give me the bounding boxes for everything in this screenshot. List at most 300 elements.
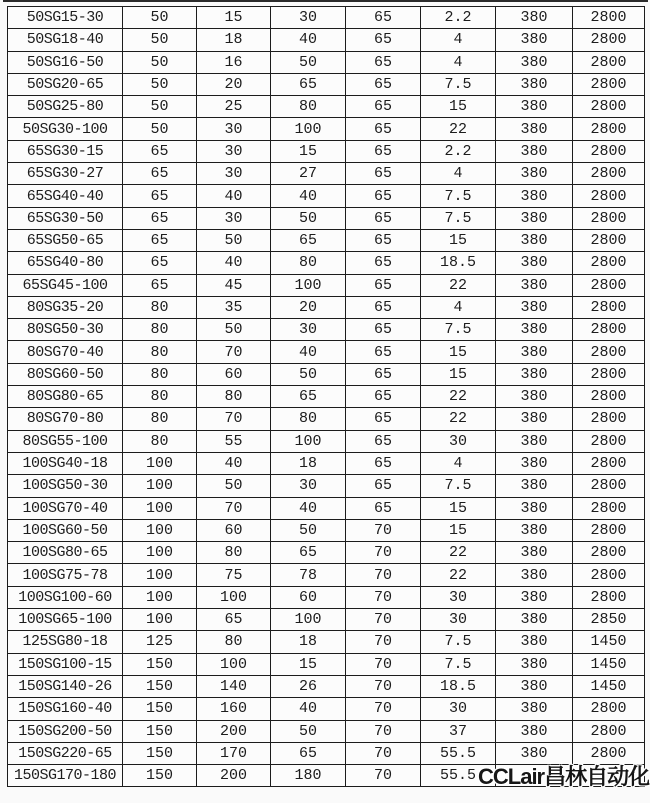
table-cell: 70 — [346, 653, 421, 675]
table-cell: 70 — [346, 720, 421, 742]
table-cell: 65 — [346, 252, 421, 274]
table-cell: 50 — [123, 73, 197, 95]
table-cell: 30 — [197, 163, 271, 185]
table-cell: 65 — [346, 229, 421, 251]
table-row — [8, 564, 645, 586]
table-cell-model: 100SG80-65 — [8, 542, 123, 564]
table-cell-model: 100SG50-30 — [8, 475, 123, 497]
table-cell: 4 — [421, 452, 496, 474]
table-row — [8, 163, 645, 185]
table-cell: 2800 — [573, 229, 645, 251]
table-cell: 65 — [346, 475, 421, 497]
table-cell: 4 — [421, 29, 496, 51]
table-cell: 80 — [271, 96, 346, 118]
table-cell: 100 — [123, 609, 197, 631]
table-cell: 50 — [123, 96, 197, 118]
table-row — [8, 7, 645, 29]
table-cell-model: 50SG16-50 — [8, 51, 123, 73]
table-cell: 125 — [123, 631, 197, 653]
table-cell: 7.5 — [421, 319, 496, 341]
table-cell: 380 — [496, 586, 573, 608]
table-row — [8, 497, 645, 519]
table-cell: 2800 — [573, 341, 645, 363]
table-row — [8, 319, 645, 341]
table-cell: 2800 — [573, 29, 645, 51]
table-cell: 65 — [271, 386, 346, 408]
table-cell: 2800 — [573, 720, 645, 742]
table-cell: 30 — [421, 586, 496, 608]
table-cell-model: 100SG60-50 — [8, 519, 123, 541]
table-cell: 380 — [496, 452, 573, 474]
table-cell: 380 — [496, 7, 573, 29]
table-cell: 4 — [421, 51, 496, 73]
table-cell: 200 — [197, 720, 271, 742]
table-row — [8, 363, 645, 385]
table-cell-model: 50SG18-40 — [8, 29, 123, 51]
table-cell: 80 — [123, 386, 197, 408]
table-cell: 380 — [496, 631, 573, 653]
table-row — [8, 698, 645, 720]
table-cell: 100 — [197, 653, 271, 675]
table-cell: 80 — [123, 408, 197, 430]
table-cell: 78 — [271, 564, 346, 586]
table-cell: 380 — [496, 653, 573, 675]
table-cell: 22 — [421, 274, 496, 296]
table-cell: 70 — [197, 408, 271, 430]
table-cell: 22 — [421, 542, 496, 564]
table-cell: 30 — [271, 7, 346, 29]
table-cell: 60 — [271, 586, 346, 608]
table-cell: 70 — [346, 519, 421, 541]
table-cell: 50 — [197, 475, 271, 497]
table-cell: 2800 — [573, 296, 645, 318]
table-row — [8, 296, 645, 318]
table-cell: 70 — [346, 742, 421, 764]
table-cell-model: 65SG45-100 — [8, 274, 123, 296]
table-cell-model: 80SG55-100 — [8, 430, 123, 452]
table-cell: 75 — [197, 564, 271, 586]
table-cell: 22 — [421, 118, 496, 140]
table-cell: 80 — [123, 430, 197, 452]
table-cell: 380 — [496, 73, 573, 95]
table-cell: 25 — [197, 96, 271, 118]
table-cell: 380 — [496, 698, 573, 720]
table-cell: 70 — [346, 609, 421, 631]
table-row — [8, 185, 645, 207]
table-cell: 100 — [123, 564, 197, 586]
table-cell-model: 80SG50-30 — [8, 319, 123, 341]
table-cell: 2800 — [573, 363, 645, 385]
table-row — [8, 140, 645, 162]
table-cell: 50 — [271, 207, 346, 229]
table-cell-model: 80SG35-20 — [8, 296, 123, 318]
table-cell: 70 — [346, 564, 421, 586]
table-cell: 380 — [496, 408, 573, 430]
table-cell: 65 — [346, 363, 421, 385]
table-cell: 80 — [271, 408, 346, 430]
table-cell: 100 — [123, 497, 197, 519]
table-cell-model: 65SG50-65 — [8, 229, 123, 251]
table-cell: 2800 — [573, 430, 645, 452]
table-cell: 100 — [197, 586, 271, 608]
table-cell-model: 100SG65-100 — [8, 609, 123, 631]
table-cell: 2800 — [573, 586, 645, 608]
table-cell: 380 — [496, 609, 573, 631]
table-cell: 380 — [496, 296, 573, 318]
table-cell — [573, 765, 645, 787]
table-cell: 100 — [123, 586, 197, 608]
table-cell: 380 — [496, 229, 573, 251]
watermark-cjk-text: 昌林自动化 — [544, 765, 650, 790]
table-cell-model: 80SG70-40 — [8, 341, 123, 363]
table-row — [8, 408, 645, 430]
table-cell: 380 — [496, 430, 573, 452]
table-row — [8, 631, 645, 653]
table-cell: 65 — [123, 140, 197, 162]
table-cell: 65 — [271, 229, 346, 251]
table-cell: 65 — [346, 185, 421, 207]
table-row — [8, 653, 645, 675]
table-cell: 2800 — [573, 73, 645, 95]
table-cell: 65 — [123, 252, 197, 274]
table-cell: 27 — [271, 163, 346, 185]
table-cell: 380 — [496, 51, 573, 73]
table-row — [8, 386, 645, 408]
table-cell: 4 — [421, 163, 496, 185]
table-cell: 15 — [421, 363, 496, 385]
table-cell: 30 — [197, 207, 271, 229]
table-cell: 15 — [421, 519, 496, 541]
table-cell: 65 — [346, 497, 421, 519]
table-row — [8, 118, 645, 140]
table-cell: 50 — [271, 519, 346, 541]
table-cell-model: 50SG15-30 — [8, 7, 123, 29]
table-cell: 70 — [346, 765, 421, 787]
table-cell-model: 100SG40-18 — [8, 452, 123, 474]
table-cell: 2800 — [573, 319, 645, 341]
table-cell: 15 — [421, 229, 496, 251]
table-cell: 15 — [421, 96, 496, 118]
table-cell: 65 — [346, 408, 421, 430]
table-row — [8, 519, 645, 541]
table-cell: 380 — [496, 163, 573, 185]
table-cell: 70 — [346, 698, 421, 720]
table-cell: 50 — [123, 7, 197, 29]
table-cell: 40 — [197, 185, 271, 207]
table-cell: 2850 — [573, 609, 645, 631]
table-cell: 150 — [123, 698, 197, 720]
table-cell: 160 — [197, 698, 271, 720]
table-cell: 2800 — [573, 475, 645, 497]
table-cell: 65 — [346, 51, 421, 73]
table-cell: 80 — [123, 341, 197, 363]
table-cell: 65 — [123, 274, 197, 296]
table-cell: 2800 — [573, 408, 645, 430]
table-cell-model: 65SG30-27 — [8, 163, 123, 185]
table-cell: 1450 — [573, 675, 645, 697]
table-cell: 380 — [496, 742, 573, 764]
table-cell: 18 — [197, 29, 271, 51]
table-row — [8, 96, 645, 118]
table-cell: 50 — [197, 229, 271, 251]
table-cell: 65 — [346, 274, 421, 296]
table-cell: 380 — [496, 341, 573, 363]
table-cell-model: 80SG80-65 — [8, 386, 123, 408]
table-cell: 40 — [271, 698, 346, 720]
table-cell: 2800 — [573, 742, 645, 764]
table-cell: 380 — [496, 319, 573, 341]
table-cell: 40 — [197, 252, 271, 274]
table-cell-model: 65SG30-15 — [8, 140, 123, 162]
table-cell: 30 — [421, 698, 496, 720]
table-cell: 2800 — [573, 207, 645, 229]
table-cell: 40 — [197, 452, 271, 474]
table-cell: 65 — [346, 73, 421, 95]
table-row — [8, 252, 645, 274]
table-cell-model: 100SG70-40 — [8, 497, 123, 519]
table-cell-model: 50SG30-100 — [8, 118, 123, 140]
table-cell: 15 — [421, 341, 496, 363]
table-cell: 7.5 — [421, 653, 496, 675]
table-cell: 150 — [123, 675, 197, 697]
table-cell: 1450 — [573, 631, 645, 653]
table-cell: 60 — [197, 519, 271, 541]
table-cell-model: 100SG75-78 — [8, 564, 123, 586]
table-cell: 18 — [271, 452, 346, 474]
table-cell: 170 — [197, 742, 271, 764]
table-cell-model: 150SG160-40 — [8, 698, 123, 720]
table-cell: 380 — [496, 542, 573, 564]
table-cell: 15 — [271, 653, 346, 675]
table-row — [8, 341, 645, 363]
table-cell-model: 150SG200-50 — [8, 720, 123, 742]
table-cell: 65 — [346, 452, 421, 474]
table-cell: 30 — [271, 319, 346, 341]
table-cell: 65 — [123, 207, 197, 229]
table-cell: 2800 — [573, 96, 645, 118]
table-cell: 7.5 — [421, 73, 496, 95]
table-cell: 70 — [197, 341, 271, 363]
table-cell: 55.5 — [421, 765, 496, 787]
table-cell: 80 — [123, 319, 197, 341]
table-cell: 18.5 — [421, 675, 496, 697]
table-cell: 50 — [271, 51, 346, 73]
table-row — [8, 675, 645, 697]
table-cell: 100 — [271, 430, 346, 452]
table-cell-model: 125SG80-18 — [8, 631, 123, 653]
table-cell: 50 — [271, 720, 346, 742]
table-cell: 2800 — [573, 542, 645, 564]
table-row — [8, 430, 645, 452]
table-cell: 80 — [197, 542, 271, 564]
table-cell-model: 150SG220-65 — [8, 742, 123, 764]
table-row — [8, 73, 645, 95]
table-cell: 2800 — [573, 118, 645, 140]
table-cell: 380 — [496, 519, 573, 541]
table-cell: 80 — [271, 252, 346, 274]
table-cell: 50 — [123, 51, 197, 73]
table-cell: 65 — [123, 185, 197, 207]
table-cell: 50 — [271, 363, 346, 385]
table-cell: 40 — [271, 341, 346, 363]
table-cell: 2800 — [573, 51, 645, 73]
table-cell: 2800 — [573, 564, 645, 586]
table-row — [8, 475, 645, 497]
table-cell-model: 80SG70-80 — [8, 408, 123, 430]
table-cell-model: 150SG100-15 — [8, 653, 123, 675]
table-cell — [496, 765, 573, 787]
table-cell: 15 — [421, 497, 496, 519]
table-cell-model: 150SG170-180 — [8, 765, 123, 787]
table-cell: 70 — [346, 631, 421, 653]
table-row — [8, 51, 645, 73]
table-cell: 22 — [421, 564, 496, 586]
table-cell: 380 — [496, 252, 573, 274]
table-cell: 80 — [123, 296, 197, 318]
table-cell: 150 — [123, 720, 197, 742]
table-cell: 380 — [496, 118, 573, 140]
table-cell: 55 — [197, 430, 271, 452]
table-cell: 100 — [271, 274, 346, 296]
table-cell: 26 — [271, 675, 346, 697]
table-cell: 70 — [197, 497, 271, 519]
table-cell: 40 — [271, 497, 346, 519]
table-cell: 380 — [496, 675, 573, 697]
table-cell: 65 — [346, 96, 421, 118]
table-cell: 1450 — [573, 653, 645, 675]
table-cell: 30 — [197, 118, 271, 140]
table-cell: 380 — [496, 29, 573, 51]
table-cell: 40 — [271, 29, 346, 51]
table-row — [8, 742, 645, 764]
table-cell: 2800 — [573, 386, 645, 408]
table-cell: 2800 — [573, 140, 645, 162]
table-cell: 55.5 — [421, 742, 496, 764]
table-cell: 70 — [346, 542, 421, 564]
table-cell: 15 — [271, 140, 346, 162]
table-cell: 7.5 — [421, 185, 496, 207]
table-cell: 15 — [197, 7, 271, 29]
watermark-latin-text: CCLair — [478, 764, 545, 789]
table-cell: 65 — [271, 73, 346, 95]
table-cell-model: 65SG30-50 — [8, 207, 123, 229]
table-cell: 2800 — [573, 163, 645, 185]
table-row — [8, 765, 645, 787]
table-cell: 140 — [197, 675, 271, 697]
table-cell: 65 — [346, 140, 421, 162]
table-cell: 7.5 — [421, 207, 496, 229]
table-cell: 100 — [271, 609, 346, 631]
table-cell: 20 — [197, 73, 271, 95]
table-cell: 100 — [123, 519, 197, 541]
table-cell-model: 50SG20-65 — [8, 73, 123, 95]
table-row — [8, 29, 645, 51]
table-row — [8, 452, 645, 474]
table-cell: 65 — [346, 296, 421, 318]
table-row — [8, 542, 645, 564]
table-cell: 380 — [496, 207, 573, 229]
table-cell: 380 — [496, 475, 573, 497]
table-cell: 150 — [123, 653, 197, 675]
table-cell: 65 — [271, 542, 346, 564]
table-cell: 2800 — [573, 252, 645, 274]
table-cell-model: 50SG25-80 — [8, 96, 123, 118]
table-cell: 2800 — [573, 185, 645, 207]
table-cell: 65 — [346, 341, 421, 363]
table-cell: 65 — [271, 742, 346, 764]
table-cell: 45 — [197, 274, 271, 296]
table-cell: 50 — [197, 319, 271, 341]
table-cell: 2800 — [573, 274, 645, 296]
table-cell: 30 — [421, 609, 496, 631]
table-cell: 65 — [346, 118, 421, 140]
table-cell: 16 — [197, 51, 271, 73]
table-top-border-remnant — [3, 0, 648, 2]
table-cell: 65 — [346, 386, 421, 408]
table-cell: 65 — [123, 163, 197, 185]
table-cell: 380 — [496, 564, 573, 586]
table-cell: 2800 — [573, 497, 645, 519]
table-cell: 65 — [346, 430, 421, 452]
table-cell: 100 — [123, 542, 197, 564]
table-row — [8, 586, 645, 608]
table-cell: 30 — [421, 430, 496, 452]
table-cell: 60 — [197, 363, 271, 385]
table-cell: 70 — [346, 586, 421, 608]
table-cell-model: 65SG40-80 — [8, 252, 123, 274]
table-cell: 2800 — [573, 519, 645, 541]
table-cell: 380 — [496, 96, 573, 118]
table-cell: 2800 — [573, 452, 645, 474]
table-cell: 380 — [496, 497, 573, 519]
table-cell: 18 — [271, 631, 346, 653]
table-cell: 180 — [271, 765, 346, 787]
table-cell: 22 — [421, 408, 496, 430]
table-cell: 65 — [346, 7, 421, 29]
table-cell: 150 — [123, 765, 197, 787]
table-cell: 200 — [197, 765, 271, 787]
table-cell: 65 — [197, 609, 271, 631]
table-cell: 50 — [123, 29, 197, 51]
table-cell: 380 — [496, 140, 573, 162]
table-cell: 100 — [123, 475, 197, 497]
table-row — [8, 609, 645, 631]
table-cell-model: 80SG60-50 — [8, 363, 123, 385]
table-cell-model: 100SG100-60 — [8, 586, 123, 608]
table-cell: 100 — [123, 452, 197, 474]
table-cell: 2.2 — [421, 140, 496, 162]
table-cell-model: 150SG140-26 — [8, 675, 123, 697]
table-cell: 22 — [421, 386, 496, 408]
table-cell: 50 — [123, 118, 197, 140]
table-cell: 40 — [271, 185, 346, 207]
table-cell: 20 — [271, 296, 346, 318]
table-cell: 30 — [271, 475, 346, 497]
table-cell: 35 — [197, 296, 271, 318]
table-cell: 380 — [496, 185, 573, 207]
pump-spec-table — [7, 6, 645, 787]
table-row — [8, 720, 645, 742]
table-cell: 150 — [123, 742, 197, 764]
table-cell: 65 — [346, 207, 421, 229]
table-cell: 65 — [123, 229, 197, 251]
table-cell: 80 — [197, 386, 271, 408]
table-cell: 65 — [346, 29, 421, 51]
table-cell: 7.5 — [421, 631, 496, 653]
table-cell: 100 — [271, 118, 346, 140]
table-cell: 37 — [421, 720, 496, 742]
table-cell: 2800 — [573, 7, 645, 29]
